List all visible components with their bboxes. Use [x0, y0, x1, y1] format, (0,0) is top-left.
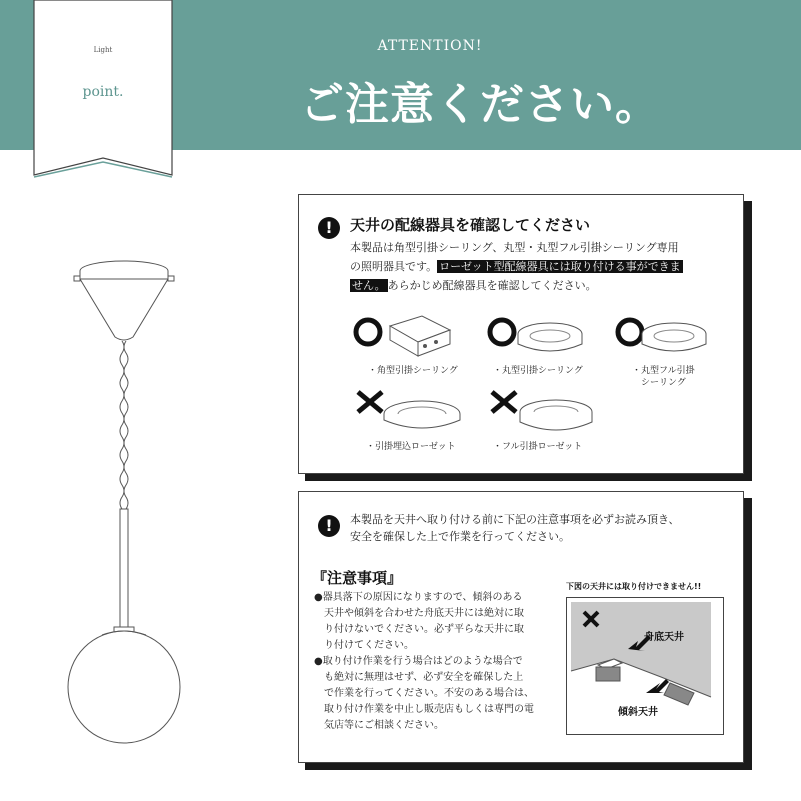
note-line: で作業を行ってください。不安のある場合は、 — [324, 688, 534, 699]
note-list — [314, 590, 564, 734]
note-line: も絶対に無理はせず、必ず安全を確保した上 — [324, 672, 524, 683]
attention-label: ATTENTION! — [377, 38, 483, 54]
full-rosette-icon — [520, 400, 592, 430]
note-line: り付けてください。 — [324, 640, 414, 651]
ok-mark-icon — [356, 320, 380, 344]
fixture-label-1: ・角型引掛シーリング — [368, 366, 458, 376]
round-ceiling-fixture-icon — [518, 323, 582, 351]
fixture-label-2: ・丸型引掛シーリング — [493, 366, 583, 376]
note-line: ●器具落下の原因になりますので、傾斜のある — [314, 592, 523, 603]
fixture-label-5: ・フル引掛ローゼット — [493, 442, 583, 452]
diagram-label-boat-ceiling: 舟底天井 — [644, 632, 684, 643]
notes-intro1: 本製品を天井へ取り付ける前に下記の注意事項を必ずお読み頂き、 — [350, 513, 680, 526]
wiring-heading: 天井の配線器具を確認してください — [350, 216, 591, 234]
ng-mark-icon — [358, 392, 382, 412]
ribbon-small-text: Light — [93, 46, 113, 54]
note-line: ●取り付け作業を行う場合はどのような場合で — [314, 656, 523, 667]
exclamation-icon: ! — [318, 515, 340, 537]
round-full-ceiling-fixture-icon — [642, 323, 706, 351]
wiring-line2: の照明器具です。 ローゼット型配線器具には取り付ける事ができま — [350, 260, 681, 273]
square-ceiling-fixture-icon — [390, 316, 450, 356]
pendant-lamp-illustration — [60, 255, 195, 745]
fixture-label-4: ・引掛埋込ローゼット — [366, 442, 456, 452]
embedded-rosette-icon — [384, 401, 460, 428]
highlight-text: せん。 — [352, 279, 386, 292]
highlight-text: ローゼット型配線器具には取り付ける事ができま — [439, 260, 681, 273]
note-line: り付けないでください。必ず平らな天井に取 — [324, 624, 524, 635]
diagram-caption: 下図の天井には取り付けできません!! — [566, 582, 702, 591]
note-line: 天井や傾斜を合わせた舟底天井には絶対に取 — [324, 608, 524, 619]
ng-mark-icon — [492, 392, 516, 412]
fixture-label-3b: シーリング — [641, 378, 686, 388]
page-title: ご注意ください。 — [300, 79, 660, 130]
ok-mark-icon — [490, 320, 514, 344]
diagram-label-sloped-ceiling: 傾斜天井 — [618, 707, 658, 718]
wiring-line1: 本製品は角型引掛シーリング、丸型・丸型フル引掛シーリング専用 — [350, 241, 679, 254]
exclamation-icon: ! — [318, 217, 340, 239]
notes-intro2: 安全を確保した上で作業を行ってください。 — [350, 530, 570, 543]
notes-heading: 『注意事項』 — [312, 569, 403, 587]
note-line: 気店等にご相談ください。 — [324, 720, 444, 731]
ribbon-word: point. — [82, 84, 124, 100]
note-line: 取り付け作業を中止し販売店もしくは専門の電 — [324, 704, 534, 715]
fixture-label-3: ・丸型フル引掛 — [632, 366, 695, 376]
wiring-line3: せん。 あらかじめ配線器具を確認してください。 — [352, 279, 597, 292]
ok-mark-icon — [618, 320, 642, 344]
